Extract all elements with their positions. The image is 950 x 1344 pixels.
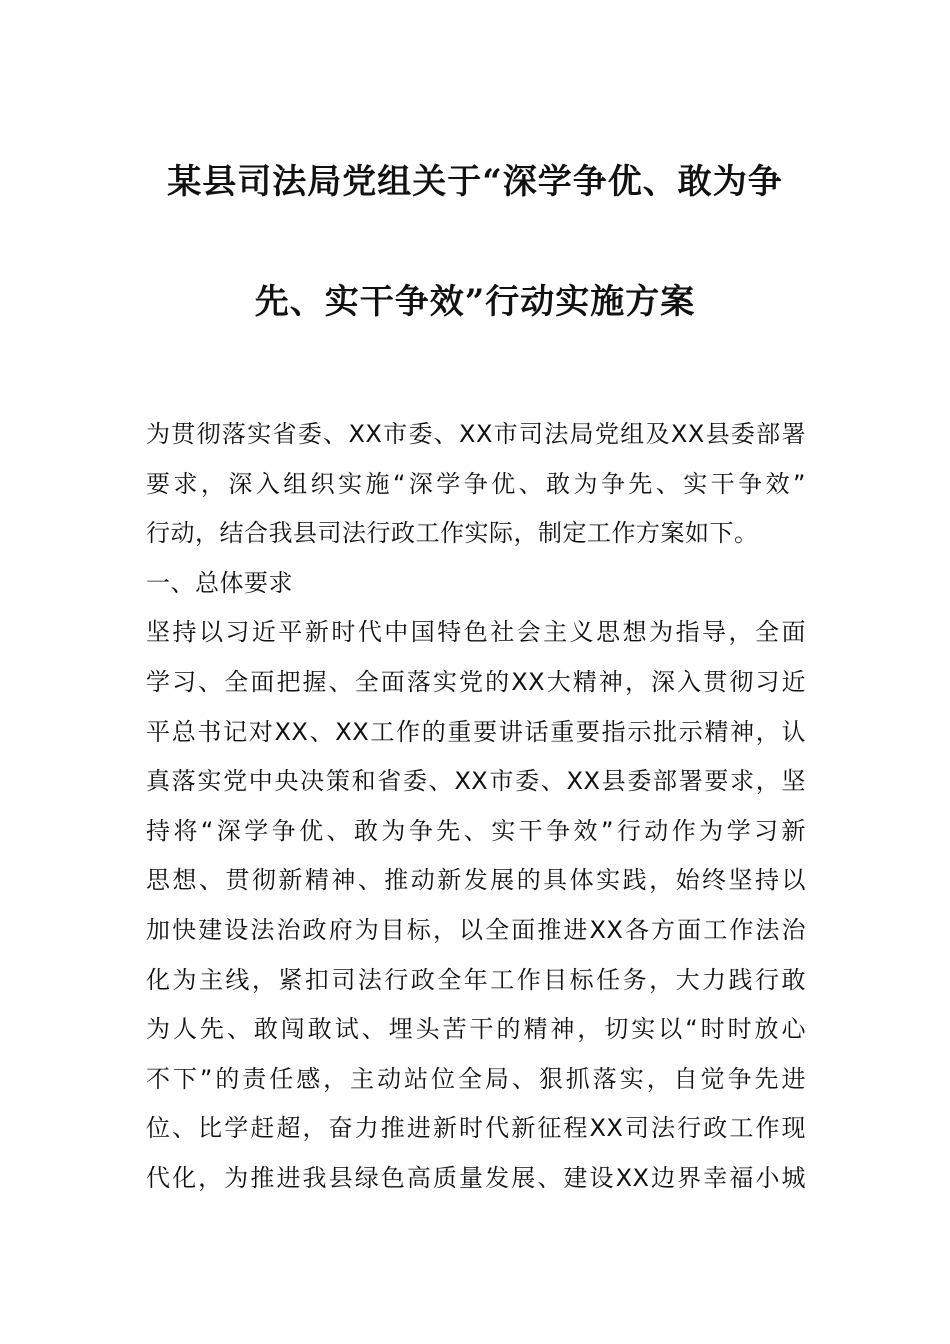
section-line: 坚持以习近平新时代中国特色社会主义思想为指导，全面 xyxy=(146,618,806,647)
section-line: 持将“深学争优、敢为争先、实干争效”行动作为学习新 xyxy=(146,816,806,845)
section-line: 真落实党中央决策和省委、XX市委、XX县委部署要求，坚 xyxy=(146,767,806,796)
section-line: 平总书记对XX、XX工作的重要讲话重要指示批示精神，认 xyxy=(146,717,806,746)
document-body xyxy=(146,410,806,1204)
section-line: 思想、贯彻新精神、推动新发展的具体实践，始终坚持以 xyxy=(146,866,806,895)
document-title-line-2: 先、实干争效”行动实施方案 xyxy=(254,282,696,322)
section-line: 加快建设法治政府为目标，以全面推进XX各方面工作法治 xyxy=(146,915,806,944)
section-line: 代化，为推进我县绿色高质量发展、建设XX边界幸福小城 xyxy=(146,1163,806,1192)
section-line: 不下”的责任感，主动站位全局、狠抓落实，自觉争先进 xyxy=(146,1064,806,1093)
section-line: 学习、全面把握、全面落实党的XX大精神，深入贯彻习近 xyxy=(146,667,806,696)
intro-line: 要求，深入组织实施“深学争优、敢为争先、实干争效” xyxy=(146,469,806,498)
section-line: 为人先、敢闯敢试、埋头苦干的精神，切实以“时时放心 xyxy=(146,1015,806,1044)
section-line: 位、比学赶超，奋力推进新时代新征程XX司法行政工作现 xyxy=(146,1114,806,1143)
intro-line: 行动，结合我县司法行政工作实际，制定工作方案如下。 xyxy=(146,519,759,548)
intro-line: 为贯彻落实省委、XX市委、XX市司法局党组及XX县委部署 xyxy=(146,420,806,448)
document-title-line-1: 某县司法局党组关于“深学争优、敢为争 xyxy=(167,162,783,202)
section-line: 化为主线，紧扣司法行政全年工作目标任务，大力践行敢 xyxy=(146,965,806,994)
section-heading: 一、总体要求 xyxy=(146,568,293,597)
